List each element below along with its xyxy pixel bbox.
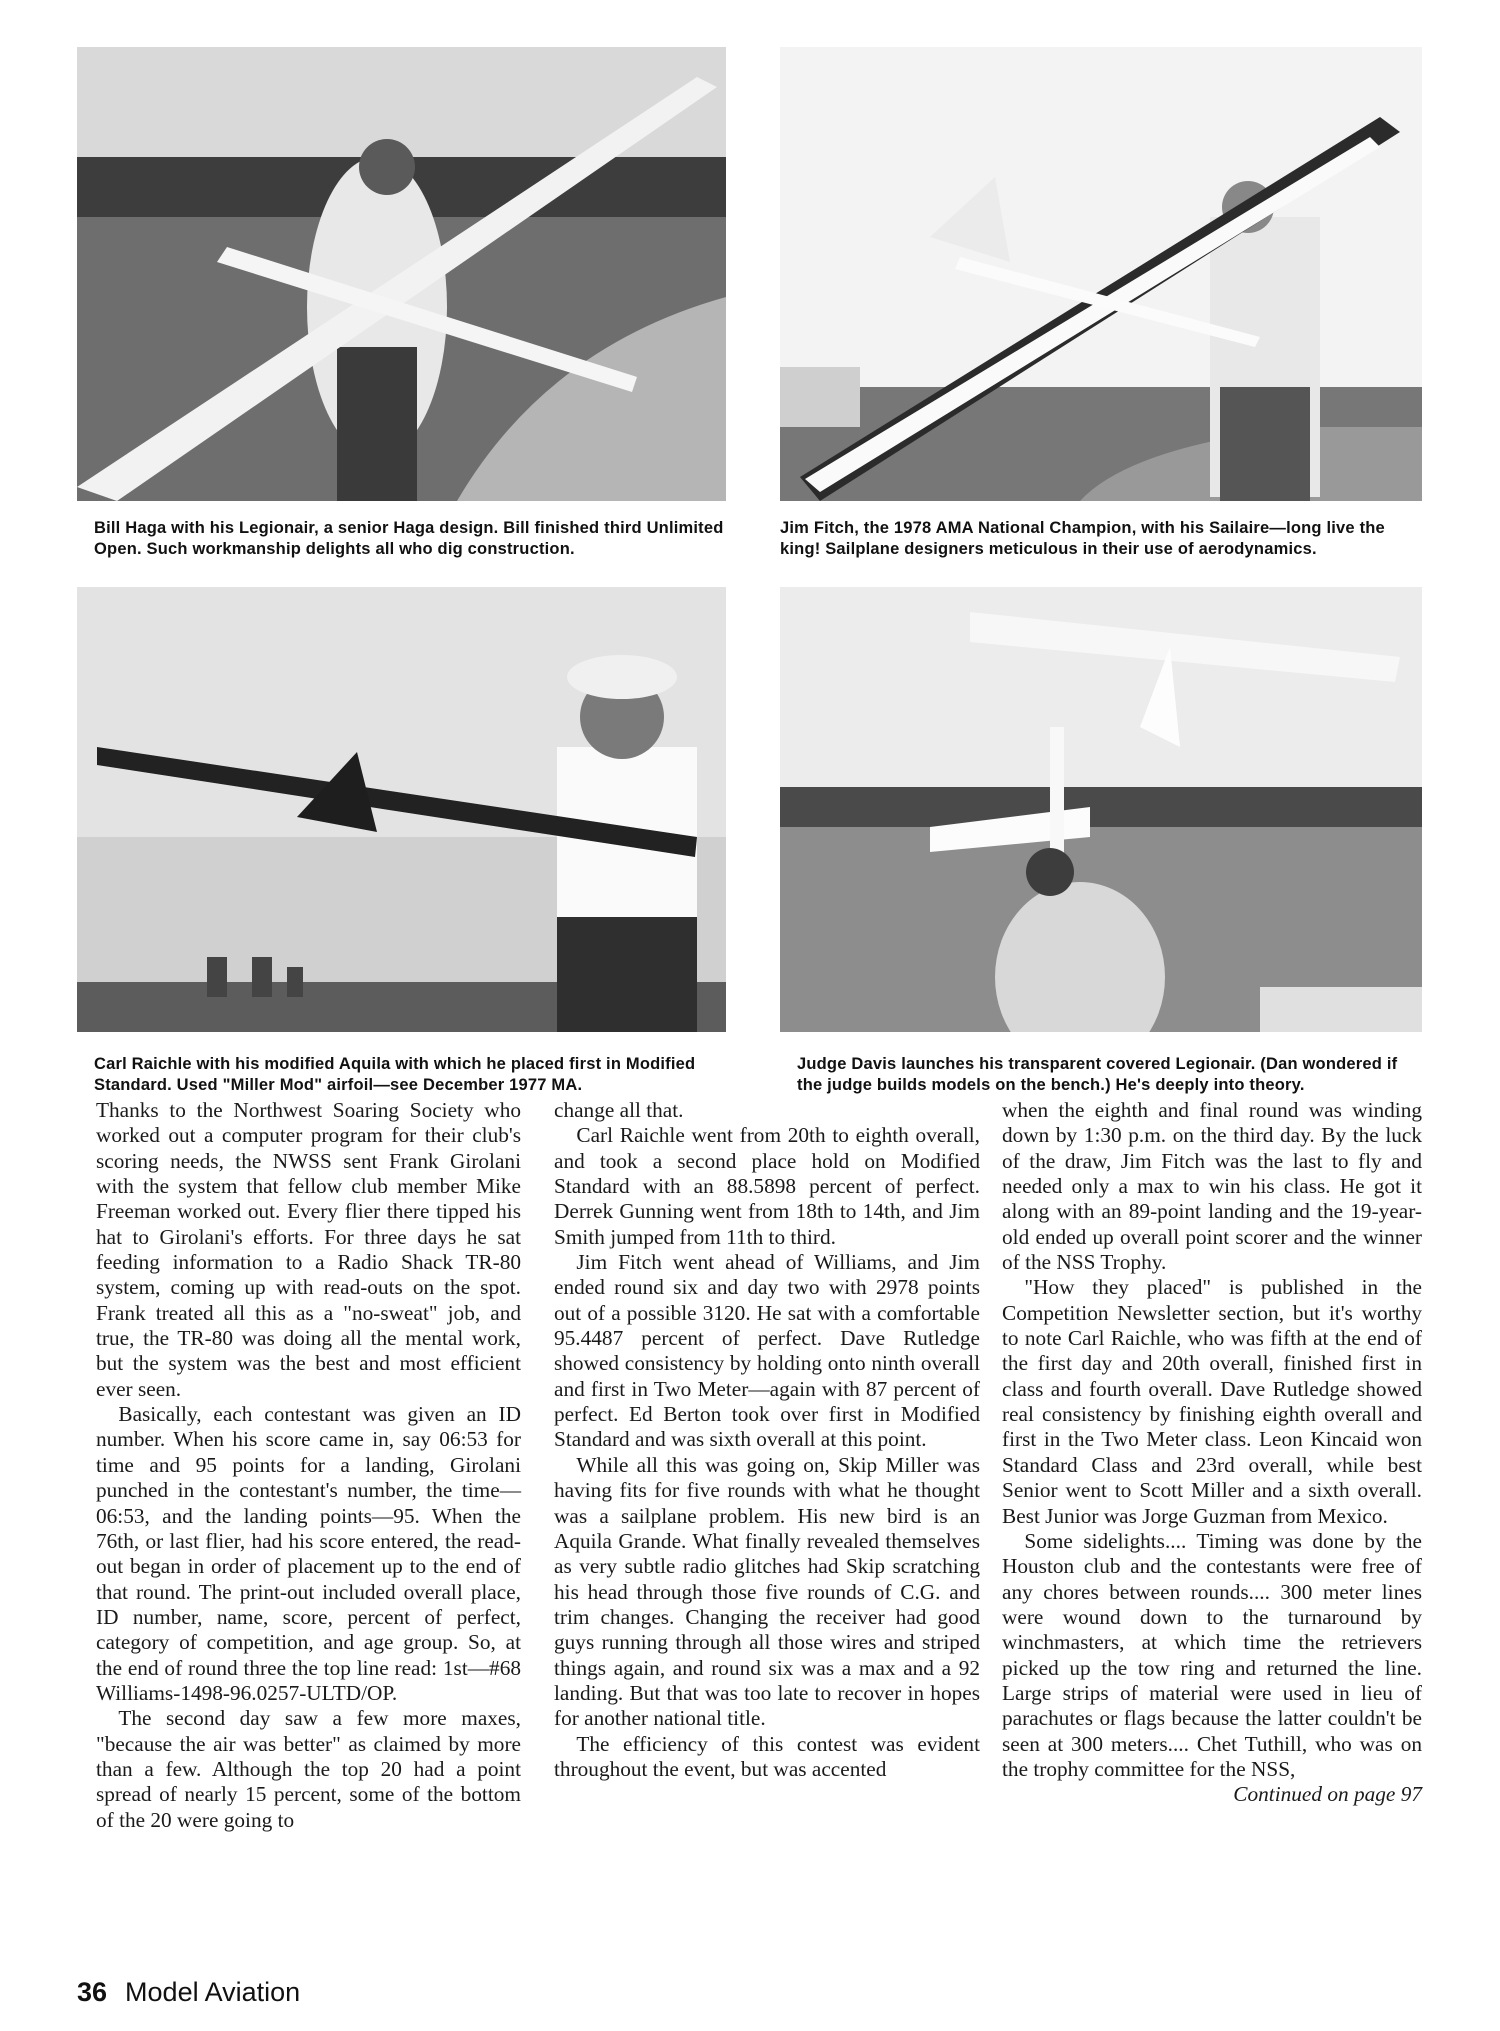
photo-judge-davis bbox=[780, 587, 1422, 1032]
paragraph: Carl Raichle went from 20th to eighth overall, and took a second place hold on Modified Standard with an 88.5898 percent of perfect. Derrek Gunning went from 18th to 14th, and Jim Smith jumped from 11th to third. bbox=[554, 1123, 980, 1249]
photo-caption: Jim Fitch, the 1978 AMA National Champion, with his Sailaire—long live the king! Sailplane designers meticulous in their use of aerodynamics. bbox=[780, 519, 1385, 558]
paragraph: Thanks to the Northwest Soaring Society who worked out a computer program for their club's scoring needs, the NWSS sent Frank Girolani with the system that fellow club member Mike Freeman worked out. Every flier there tipped his hat to Girolani's efforts. For three days he sat feeding information to a Radio Shack TR-80 system, coming up with read-outs on the spot. Frank treated all this as a "no-sweat" job, and true, the TR-80 was doing all the mental work, but the system was the best and most efficient ever seen. bbox=[96, 1098, 521, 1401]
photo-caption: Judge Davis launches his transparent covered Legionair. (Dan wondered if the judge builds models on the bench.) He's deeply into theory. bbox=[797, 1055, 1398, 1094]
paragraph: The efficiency of this contest was evident throughout the event, but was accented bbox=[554, 1731, 980, 1781]
page-number: 36 bbox=[77, 1977, 108, 2007]
article-column-3 bbox=[1002, 1098, 1422, 1808]
paragraph: change all that. bbox=[554, 1098, 684, 1122]
article-column-1 bbox=[96, 1098, 521, 1833]
continued-note: Continued on page 97 bbox=[1233, 1782, 1422, 1807]
paragraph: While all this was going on, Skip Miller was having fits for five rounds with what he thought was a sailplane problem. His new bird is an Aquila Grande. What finally revealed themselves as very subtle radio glitches had Skip scratching his head through those five rounds of C.G. and trim changes. Changing the receiver had good guys running through all those wires and striped things again, and round six was a max and a 92 landing. But that was too late to recover in hopes for another national title. bbox=[554, 1452, 980, 1731]
photo-jim-fitch bbox=[780, 47, 1422, 501]
paragraph: "How they placed" is published in the Competition Newsletter section, but it's worthy to note Carl Raichle, who was fifth at the end of the first day and 20th overall, finished first in class and fourth overall. Dave Rutledge showed real consistency by finishing eighth overall and first in the Two Meter class. Leon Kincaid won Standard Class and 23rd overall, while best Senior went to Scott Miller and a sixth overall. Best Junior was Jorge Guzman from Mexico. bbox=[1002, 1275, 1422, 1528]
magazine-name: Model Aviation bbox=[125, 1977, 301, 2007]
photo-bill-haga bbox=[77, 47, 726, 501]
photo-caption: Carl Raichle with his modified Aquila with which he placed first in Modified Standard. Used "Miller Mod" airfoil—see December 1977 MA. bbox=[94, 1055, 696, 1094]
paragraph: Some sidelights.... Timing was done by the Houston club and the contestants were free of any chores between rounds.... 300 meter lines were wound down to the turnaround by winchmasters, at which time the retrievers picked up the tow ring and returned the line. Large strips of material were used in lieu of parachutes or flags because the latter couldn't be seen at 300 meters.... Chet Tuthill, who was on the trophy committee for the NSS, bbox=[1002, 1528, 1422, 1781]
article-column-2 bbox=[554, 1098, 980, 1782]
page-footer bbox=[77, 1977, 300, 2008]
photo-caption: Bill Haga with his Legionair, a senior Haga design. Bill finished third Unlimited Open. Such workmanship delights all who dig construction. bbox=[94, 519, 724, 558]
photo-carl-raichle bbox=[77, 587, 726, 1032]
paragraph: Jim Fitch went ahead of Williams, and Jim ended round six and day two with 2978 points out of a possible 3120. He sat with a comfortable 95.4487 percent of perfect. Dave Rutledge showed consistency by holding onto ninth overall and first in Two Meter—again with 87 percent of perfect. Ed Berton took over first in Modified Standard and was sixth overall at this point. bbox=[554, 1250, 980, 1452]
paragraph: Basically, each contestant was given an ID number. When his score came in, say 06:53 for time and 95 points for a landing, Girolani punched in the contestant's number, the time—06:53, and the landing points—95. When the 76th, or last flier, had his score entered, the read-out began in order of placement up to the end of that round. The print-out included overall place, ID number, name, score, percent of perfect, category of competition, and age group. So, at the end of round three the top line read: 1st—#68 Williams-1498-96.0257-ULTD/OP. bbox=[96, 1402, 521, 1705]
paragraph: The second day saw a few more maxes, "because the air was better" as claimed by more than a few. Although the top 20 had a point spread of nearly 15 percent, some of the bottom of the 20 were going to bbox=[96, 1706, 521, 1832]
paragraph: when the eighth and final round was winding down by 1:30 p.m. on the third day. By the luck of the draw, Jim Fitch was the last to fly and needed only a max to win his class. He got it along with an 89-point landing and the 19-year-old ended up overall point scorer and the winner of the NSS Trophy. bbox=[1002, 1098, 1422, 1275]
